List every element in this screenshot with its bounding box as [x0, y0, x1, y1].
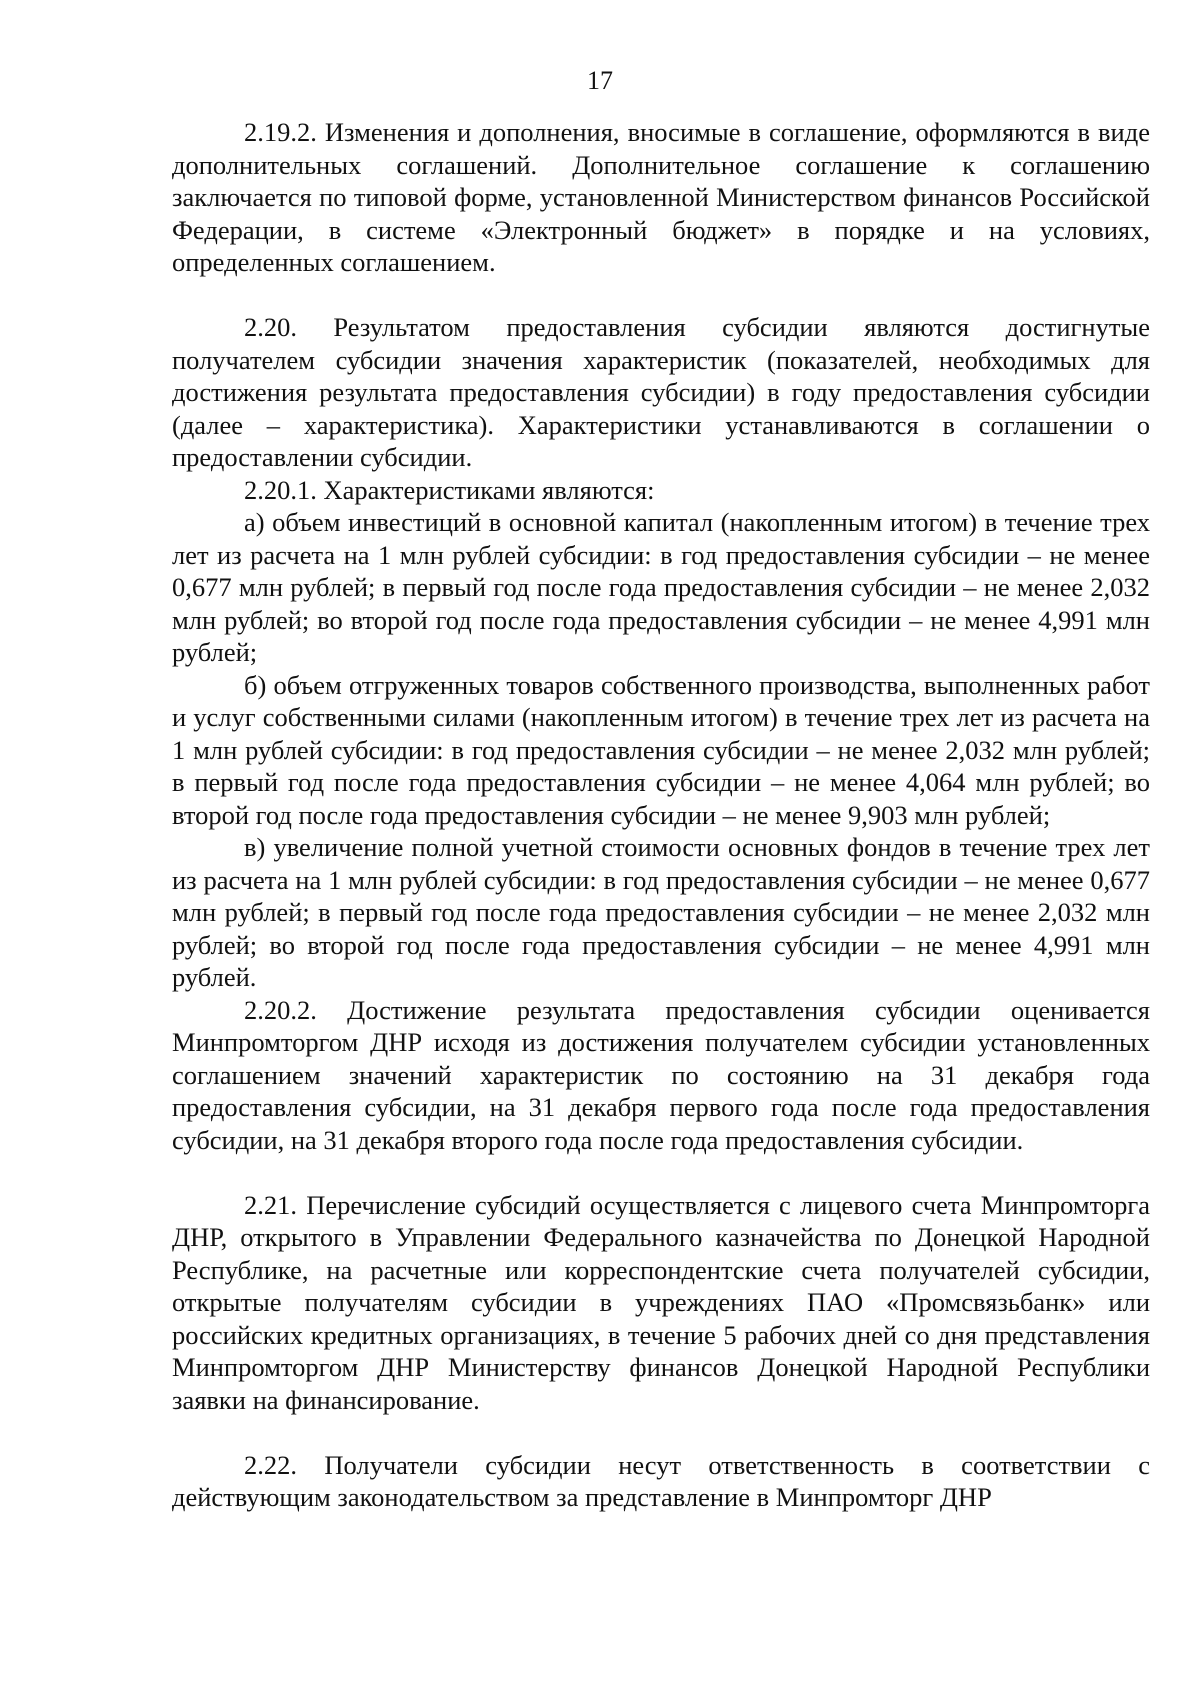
- list-item-a: а) объем инвестиций в основной капитал (накопленным итогом) в течение трех лет из расчета на 1 млн рублей субсидии: в год предоставления субсидии – не менее 0,677 млн рублей; в первый год после года предоставления субсидии – не менее 2,032 млн рублей; во второй год после года предоставления субсидии – не менее 4,991 млн рублей;: [172, 507, 1150, 667]
- page-number: 17: [587, 66, 613, 95]
- paragraph-2-19-2: 2.19.2. Изменения и дополнения, вносимые в соглашение, оформляются в виде дополнительных соглашений. Дополнительное соглашение к соглашению заключается по типовой форме, установленной Министерством финансов Российской Федерации, в системе «Электронный бюджет» в порядке и на условиях, определенных соглашением.: [172, 117, 1150, 277]
- paragraph-2-20-2: 2.20.2. Достижение результата предоставления субсидии оценивается Минпромторгом ДНР исходя из достижения получателем субсидии установленных соглашением значений характеристик по состоянию на 31 декабря года предоставления субсидии, на 31 декабря первого года после года предоставления субсидии, на 31 декабря второго года после года предоставления субсидии.: [172, 994, 1150, 1155]
- paragraph-2-21: 2.21. Перечисление субсидий осуществляется с лицевого счета Минпромторга ДНР, открытого в Управлении Федерального казначейства по Донецкой Народной Республике, на расчетные или корреспондентские счета получателей субсидии, открытые получателям субсидии в учреждениях ПАО «Промсвязьбанк» или российских кредитных организациях, в течение 5 рабочих дней со дня представления Минпромторгом ДНР Министерству финансов Донецкой Народной Республики заявки на финансирование.: [172, 1189, 1150, 1415]
- paragraph-2-20-1: 2.20.1. Характеристиками являются:: [244, 474, 655, 505]
- list-item-b: б) объем отгруженных товаров собственного производства, выполненных работ и услуг собственными силами (накопленным итогом) в течение трех лет из расчета на 1 млн рублей субсидии: в год предоставления субсидии – не менее 2,032 млн рублей; в первый год после года предоставления субсидии – не менее 4,064 млн рублей; во второй год после года предоставления субсидии – не менее 9,903 млн рублей;: [172, 669, 1150, 830]
- paragraph-2-20: 2.20. Результатом предоставления субсидии являются достигнутые получателем субсидии значения характеристик (показателей, необходимых для достижения результата предоставления субсидии) в году предоставления субсидии (далее – характеристика). Характеристики устанавливаются в соглашении о предоставлении субсидии.: [172, 312, 1150, 472]
- list-item-v: в) увеличение полной учетной стоимости основных фондов в течение трех лет из расчета на 1 млн рублей субсидии: в год предоставления субсидии – не менее 0,677 млн рублей; в первый год после года предоставления субсидии – не менее 2,032 млн рублей; во второй год после года предоставления субсидии – не менее 4,991 млн рублей.: [172, 832, 1150, 992]
- document-body: [172, 116, 1150, 1514]
- paragraph-2-22: 2.22. Получатели субсидии несут ответственность в соответствии с действующим законодательством за представление в Минпромторг ДНР: [172, 1449, 1150, 1512]
